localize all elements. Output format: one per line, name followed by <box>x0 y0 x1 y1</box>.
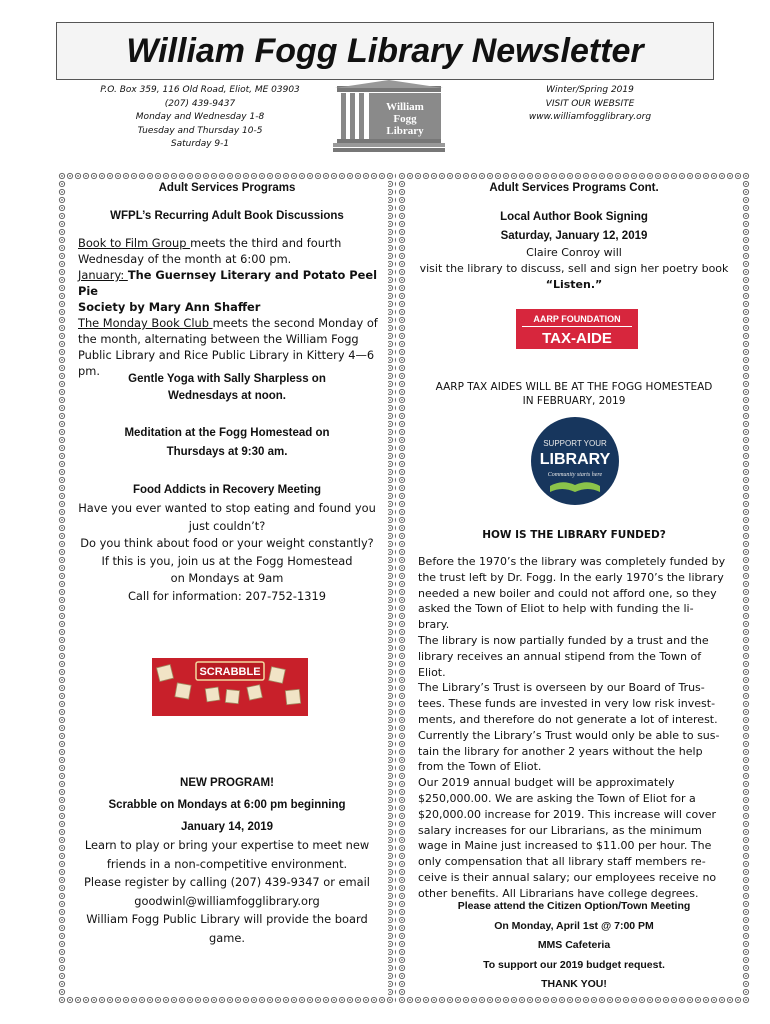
book-signing-date: Saturday, January 12, 2019 <box>500 230 648 242</box>
january-label: January: <box>78 268 128 282</box>
signing-line: visit the library to discuss, sell and sign her poetry book <box>419 262 729 275</box>
scrabble-image <box>152 658 308 716</box>
funding-line: Currently the Library’s Trust would only be able to sus- <box>418 728 720 742</box>
monday-club-text: meets the second Monday of <box>212 316 378 330</box>
food-addicts-text <box>68 500 386 605</box>
poetry-book-title: “Listen.” <box>545 278 603 291</box>
food-line: If this is you, join us at the Fogg Homestead <box>101 553 353 568</box>
hours-line: Monday and Wednesday 1-8 <box>135 112 265 122</box>
book-signing-heading <box>398 208 750 246</box>
section-title-cont: Adult Services Programs Cont. <box>489 182 659 194</box>
monday-club-label: The Monday Book Club <box>78 316 213 330</box>
aarp-tax-aide-logo <box>516 309 638 349</box>
new-program-label: NEW PROGRAM! <box>180 777 274 789</box>
funding-line: other benefits. All Librarians have college degrees. <box>418 886 699 900</box>
funding-line: The library is now partially funded by a trust and the <box>418 633 709 647</box>
funding-heading: HOW IS THE LIBRARY FUNDED? <box>482 529 666 541</box>
film-group-label: Book to Film Group <box>78 236 191 250</box>
funding-line: Our 2019 annual budget will be approximately <box>418 776 675 790</box>
callout-line: Please attend the Citizen Option/Town Meeting <box>457 900 691 912</box>
aarp-notice-line: IN FEBRUARY, 2019 <box>522 395 626 407</box>
meditation-line: Meditation at the Fogg Homestead on <box>124 427 330 439</box>
food-line: Have you ever wanted to stop eating and found you <box>78 501 376 515</box>
funding-line: needed a new boiler and could not afford one, so they <box>418 586 717 600</box>
scrabble-title: Scrabble on Mondays at 6:00 pm beginning <box>108 799 346 811</box>
right-column <box>398 172 750 1004</box>
funding-line: wage in Maine just increased to $11.00 per hour. The <box>418 839 712 853</box>
newsletter-title: William Fogg Library Newsletter <box>126 31 644 70</box>
callout-line: On Monday, April 1st @ 7:00 PM <box>494 919 654 932</box>
yoga-line: Gentle Yoga with Sally Sharpless on <box>128 373 326 385</box>
funding-line: $250,000.00. We are asking the Town of Eliot for a <box>418 791 696 805</box>
scrabble-line: friends in a non-competitive environment. <box>106 856 348 871</box>
funding-line: tees. These funds are invested in very low risk invest- <box>418 697 716 711</box>
funding-line: the trust left by Dr. Fogg. In the early 1970’s the library <box>418 570 724 584</box>
funding-line: asked the Town of Eliot to help with funding the li- <box>418 602 694 616</box>
website-url[interactable]: www.williamfogglibrary.org <box>528 112 652 122</box>
visit-website-label: VISIT OUR WEBSITE <box>545 98 635 109</box>
hours-line: Tuesday and Thursday 10-5 <box>137 125 263 136</box>
support-logo-line: SUPPORT YOUR <box>543 439 607 448</box>
funding-line: ceive is their annual salary; our employees receive no <box>418 870 717 884</box>
yoga-line: Wednesdays at noon. <box>167 390 286 402</box>
scrabble-email[interactable]: goodwinl@williamfogglibrary.org <box>134 893 320 908</box>
film-group-text: meets the third and fourth <box>190 236 342 250</box>
scrabble-line: William Fogg Public Library will provide the board <box>86 912 368 926</box>
hours-line: Saturday 9-1 <box>170 139 230 149</box>
scrabble-date: January 14, 2019 <box>180 821 274 833</box>
scrabble-heading <box>58 772 396 838</box>
aarp-logo-bottom: TAX-AIDE <box>542 330 612 347</box>
yoga-heading <box>58 371 396 405</box>
monday-club-text: pm. <box>78 364 100 378</box>
film-group-text: Wednesday of the month at 6:00 pm. <box>78 252 292 266</box>
funding-paragraph <box>418 554 748 902</box>
logo-text: Library <box>386 125 424 137</box>
scrabble-line: Please register by calling (207) 439-9347 or email <box>84 875 370 889</box>
funding-line: The Library’s Trust is overseen by our Board of Trus- <box>418 681 705 695</box>
book-signing-text <box>406 245 742 293</box>
library-contact-info <box>70 84 330 152</box>
aarp-notice <box>406 380 742 408</box>
support-your-library-logo <box>530 416 620 506</box>
scrabble-logo-text: SCRABBLE <box>199 666 261 678</box>
meditation-heading <box>58 424 396 462</box>
issue-season: Winter/Spring 2019 <box>546 85 634 95</box>
newsletter-issue-info <box>470 84 710 125</box>
funding-line: ments, and therefore do not generate a lot of interest. <box>418 712 718 726</box>
food-addicts-heading: Food Addicts in Recovery Meeting <box>132 484 322 496</box>
scrabble-text <box>68 836 386 947</box>
funding-line: Before the 1970’s the library was completely funded by <box>418 555 726 568</box>
funding-line: only compensation that all library staff members re- <box>418 855 706 869</box>
left-column <box>58 172 396 1004</box>
funding-line: tain the library for another 2 years without the help <box>418 744 703 758</box>
phone: (207) 439-9437 <box>164 98 236 109</box>
food-line: on Mondays at 9am <box>170 571 284 585</box>
monday-club-text: Public Library and Rice Public Library in Kittery 4—6 <box>78 348 375 362</box>
book-signing-title: Local Author Book Signing <box>500 211 648 223</box>
aarp-notice-line: AARP TAX AIDES WILL BE AT THE FOGG HOMESTEAD <box>435 381 713 393</box>
support-logo-line: Community starts here <box>547 472 603 478</box>
january-book: The Guernsey Literary and Potato Peel Pie <box>78 268 377 298</box>
section-subtitle: WFPL’s Recurring Adult Book Discussions <box>110 210 344 222</box>
food-line: Call for information: 207-752-1319 <box>127 588 327 603</box>
film-group-paragraph <box>78 235 390 379</box>
food-line: just couldn’t? <box>188 518 266 533</box>
signing-line: Claire Conroy will <box>526 246 622 259</box>
scrabble-line: game. <box>209 930 245 945</box>
logo-text: William <box>386 101 424 113</box>
callout-line: THANK YOU! <box>541 978 607 990</box>
town-meeting-callout <box>398 897 750 995</box>
funding-line: Eliot. <box>418 665 446 679</box>
aarp-logo-top: AARP FOUNDATION <box>533 314 621 324</box>
funding-line: brary. <box>418 618 450 632</box>
funding-line: from the Town of Eliot. <box>418 760 542 774</box>
section-title: Adult Services Programs <box>158 182 296 194</box>
funding-line: $20,000.00 increase for 2019. This increase will cover <box>418 807 717 821</box>
monday-club-text: the month, alternating between the William Fogg <box>78 332 359 346</box>
william-fogg-library-logo <box>333 80 445 156</box>
food-line: Do you think about food or your weight constantly? <box>80 536 374 550</box>
meditation-line: Thursdays at 9:30 am. <box>166 446 288 458</box>
callout-line: MMS Cafeteria <box>537 939 611 951</box>
newsletter-title-box <box>56 22 714 80</box>
scrabble-line: Learn to play or bring your expertise to meet new <box>84 838 370 852</box>
logo-text: Fogg <box>393 113 417 125</box>
callout-line: To support our 2019 budget request. <box>483 958 665 971</box>
address: P.O. Box 359, 116 Old Road, Eliot, ME 03903 <box>100 85 300 95</box>
funding-line: salary increases for our Librarians, as the minimum <box>418 823 702 837</box>
funding-line: library receives an annual stipend from the Town of <box>418 649 702 663</box>
january-book: Society by Mary Ann Shaffer <box>78 300 261 314</box>
support-logo-line: LIBRARY <box>539 451 611 468</box>
